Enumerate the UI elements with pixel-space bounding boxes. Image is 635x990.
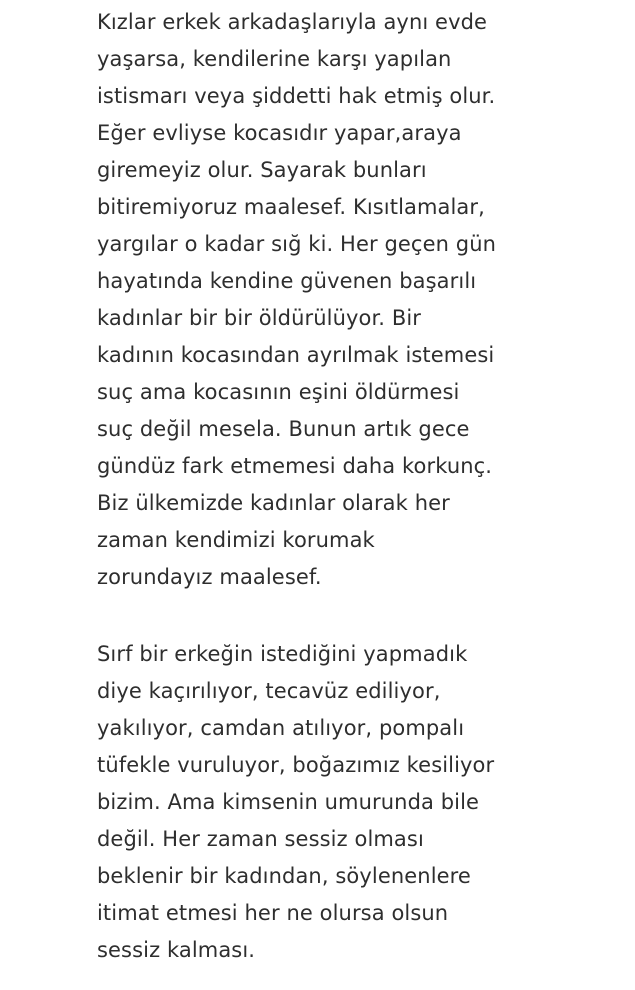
text-line: Biz ülkemizde kadınlar olarak her [97,491,450,515]
text-line: istismarı veya şiddetti hak etmiş olur. [97,84,496,108]
paragraph-1 [97,4,496,596]
text-line: bitiremiyoruz maalesef. Kısıtlamalar, [97,195,485,219]
text-line: Kızlar erkek arkadaşlarıyla aynı evde [97,10,488,34]
paragraph-2 [97,636,494,969]
text-line: zaman kendimizi korumak [97,528,375,552]
text-line: itimat etmesi her ne olursa olsun [97,901,449,925]
text-line: değil. Her zaman sessiz olması [97,827,424,851]
text-line: suç değil mesela. Bunun artık gece [97,417,470,441]
text-line: diye kaçırılıyor, tecavüz ediliyor, [97,679,441,703]
text-line: zorundayız maalesef. [97,565,322,589]
text-line: yaşarsa, kendilerine karşı yapılan [97,47,452,71]
text-line: beklenir bir kadından, söylenenlere [97,864,471,888]
text-line: bizim. Ama kimsenin umurunda bile [97,790,480,814]
text-line: sessiz kalması. [97,938,256,962]
text-line: kadının kocasından ayrılmak istemesi [97,343,495,367]
text-line: yargılar o kadar sığ ki. Her geçen gün [97,232,497,256]
text-line: kadınlar bir bir öldürülüyor. Bir [97,306,422,330]
text-line: Sırf bir erkeğin istediğini yapmadık [97,642,468,666]
text-line: suç ama kocasının eşini öldürmesi [97,380,460,404]
text-line: giremeyiz olur. Sayarak bunları [97,158,427,182]
text-line: Eğer evliyse kocasıdır yapar,araya [97,121,462,145]
text-line: tüfekle vuruluyor, boğazımız kesiliyor [97,753,495,777]
text-line: gündüz fark etmemesi daha korkunç. [97,454,493,478]
text-line: hayatında kendine güvenen başarılı [97,269,477,293]
text-line: yakılıyor, camdan atılıyor, pompalı [97,716,465,740]
